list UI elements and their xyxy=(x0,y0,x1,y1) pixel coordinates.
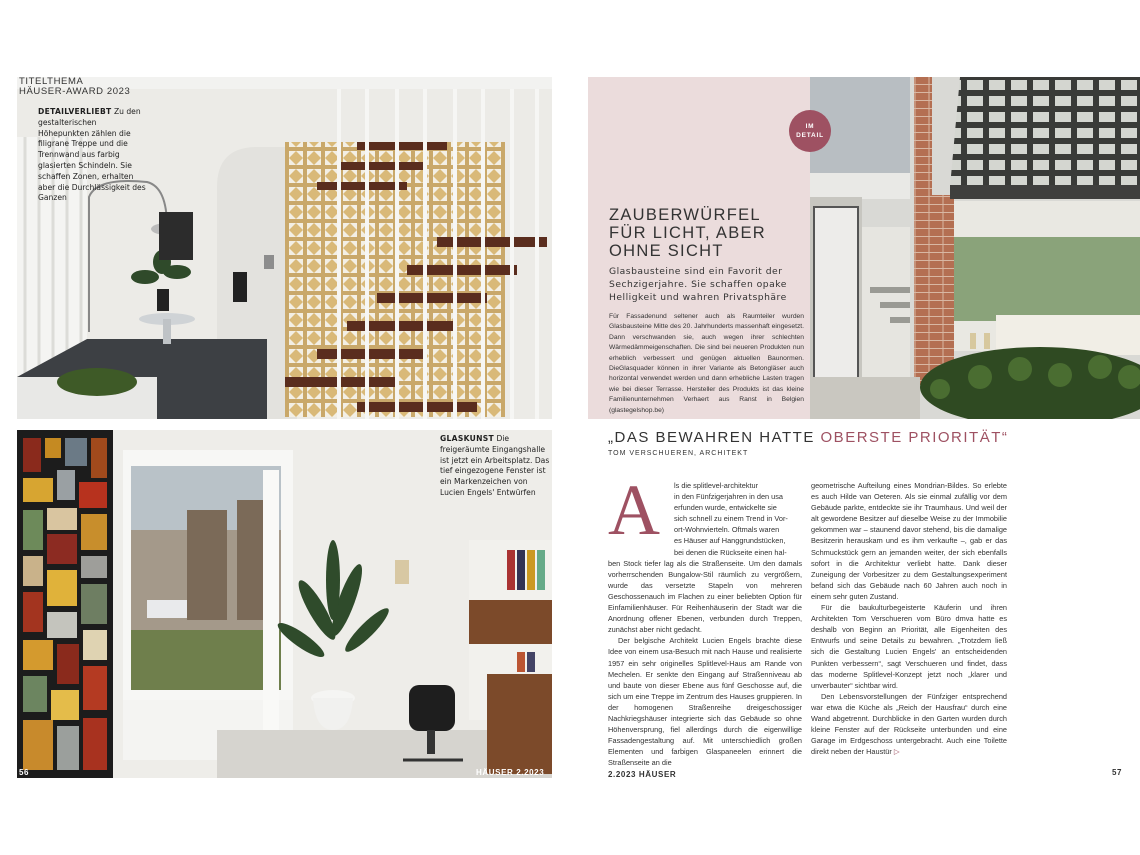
info-box-headline: ZAUBERWÜRFEL FÜR LICHT, ABER OHNE SICHT xyxy=(609,206,767,260)
stairwell-caption xyxy=(38,107,146,204)
pull-quote-accent: OBERSTE PRIORITÄT“ xyxy=(820,429,1009,446)
lead-line: in den Fünfzigerjahren in den usa xyxy=(674,492,784,502)
article-paragraph: Der belgische Architekt Lucien Engels brachte diese Idee von einem usa-Besuch mit nach Hause und realisierte 1957 ein sehr originelles Splitlevel-Haus am Rande von Mechelen. Er senkte den Eingang auf Straßenniveau ab und baute von dieser Ebene aus fünf Geschosse auf, die sich um eine Treppe im Zentrum des Hauses gruppieren. In der homogenen Straßenreihe dreigeschossiger Nachkriegshäuser integrierte sich das Gebäude so ohne Höhenversprung, fiel allerdings durch die eigenwillige Fassadengestaltung auf. Mit unterschiedlich großen Elementen und farbigen Glaspaneelen erinnert die Straßenseite an die xyxy=(608,636,802,768)
lead-line: es Häuser auf Hanggrundstücken, xyxy=(674,536,786,546)
footer-right: 2.2023 HÄUSER xyxy=(608,770,677,779)
drop-cap: A xyxy=(608,470,660,550)
paragraph-text: ben Stock tiefer lag als die Straßenseite. Um den damals vorherrschenden Bungalow-Stil räumlich zu vergrößern, wurde das versetzte Stapeln von mehreren Geschossenauch im Flachen zu einer beliebten Option für Einfamilienhäuser. Für Reihenhäuserin der Stadt war die Anordnung offener Ebenen, verbunden durch Treppen, zunächst aber nicht gedacht. xyxy=(608,558,802,635)
lead-line: ort-Wohnvierteln. Oftmals waren xyxy=(674,525,780,535)
article-paragraph xyxy=(608,470,802,635)
section-tag-line-1: TITELTHEMA xyxy=(19,76,84,87)
bedroom-terrace-photo-illustration xyxy=(810,77,1140,419)
article-column-1 xyxy=(608,470,802,768)
continue-arrow-icon: ▷ xyxy=(893,747,900,757)
pull-quote-part-1: „DAS BEWAHREN HATTE xyxy=(608,429,821,446)
page-number-right: 57 xyxy=(1112,768,1123,777)
lead-line: bei denen die Rückseite einen hal- xyxy=(674,547,787,557)
entrance-hall-caption xyxy=(440,434,550,499)
bedroom-terrace-photo xyxy=(810,77,1140,419)
info-box-body: Für Fassadenund seltener auch als Raumteiler wurden Glasbausteine Mitte des 20. Jahrhunderts massenhaft eingesetzt. Dann verschwanden sie, auch wegen ihrer schlechten Wärmedämmeigenschaften. Die sind bei neueren Produkten nun erheblich verbessert und genügen aktuellen Baunormen. DieGlasquader können in ihrer Variante als Betongläser auch horizontal verwendet werden und dann erhebliche Lasten tragen wie bei dieser Terrasse. Hersteller des Produkts ist das kleine Familienunternehmen Verhaert aus Ranst in Belgien (glastegelshop.be) xyxy=(609,313,804,414)
article-paragraph xyxy=(811,691,1007,758)
lead-line: erfunden wurde, entwickelte sie xyxy=(674,503,777,513)
badge-line-2: DETAIL xyxy=(796,132,824,139)
article-paragraph: geometrische Aufteilung eines Mondrian-Bildes. So erlebte es auch Hilde van Oeteren. Als sie einmal zufällig vor dem Gebäude parkte, entdeckte sie ihr Traumhaus. Und weil der alt gewordene Besitzer auf dieselbe Weise zu der Immobilie gekommen war – staunend davor stehend, bis die damalige Besitzerin herauskam und es ihm verkaufte –, gab er das Schmuckstück gern an jemanden weiter, der sich ebenfalls sofort in die Architektur verliebt hatte. Dank dieser Zuneigung der Vorbesitzer zu dem Gestaltungsexperiment befand sich das Gebäude nach 60 Jahren auch noch in einem sehr guten Zustand. xyxy=(811,481,1007,601)
article-column-2 xyxy=(811,480,1007,757)
caption-text: Zu den gestalterischen Höhepunkten zählen die filigrane Treppe und die Trennwand aus farbig glasierten Schindeln. Sie schaffen Zonen, erhalten aber die Durchlässigkeit des Ganzen xyxy=(38,107,146,203)
caption-lead: GLASKUNST xyxy=(440,434,495,443)
im-detail-badge xyxy=(789,110,831,152)
pull-quote xyxy=(608,429,1128,446)
section-tag-line-2: HÄUSER-AWARD 2023 xyxy=(19,86,131,97)
paragraph-text: Den Lebensvorstellungen der Fünfziger entsprechend war etwa die Küche als „Reich der Hausfrau“ durch eine Wand abgetrennt. Durchblicke in den Garten wurden durch kleine Fenster auf der Rückseite unterbunden und eine Garage im Erdgeschoss untergebracht. Auch eine Toilette direkt neben der Haustür xyxy=(811,691,1007,757)
caption-lead: DETAILVERLIEBT xyxy=(38,107,112,116)
section-tag xyxy=(19,77,130,97)
caption-text: Die freigeräumte Eingangshalle ist jetzt ein Arbeitsplatz. Das tief eingezogene Fenster ist ein Markenzeichen von Lucien Engels' Entwürfen xyxy=(440,434,550,497)
footer-left: HÄUSER 2.2023 xyxy=(476,768,545,777)
pull-quote-byline: TOM VERSCHUEREN, ARCHITEKT xyxy=(608,450,749,457)
badge-line-1: IM xyxy=(805,123,815,130)
info-box-subhead: Glasbausteine sind ein Favorit der Sechzigerjahre. Sie schaffen opake Helligkeit und wahren Privatsphäre xyxy=(609,266,787,303)
article-paragraph: Für die baukulturbegeisterte Käuferin und ihren Architekten Tom Verschueren vom Büro dmva hatte es deshalb von Beginn an Priorität, alle Eigenheiten des Entwurfs und seine Details zu bewahren. „Trotzdem ließ sich die Gestaltung Lucien Engels' an entscheidenden Punkten verbessern“, sagt Verschueren und findet, dass das moderne Splitlevel-Konzept jetzt noch „klarer und unverbauter“ sichtbar wird. xyxy=(811,603,1007,690)
page-number-left: 56 xyxy=(19,768,30,777)
lead-line: sich schnell zu einem Trend in Vor- xyxy=(674,514,788,524)
lead-line: ls die splitlevel-architektur xyxy=(674,481,759,490)
